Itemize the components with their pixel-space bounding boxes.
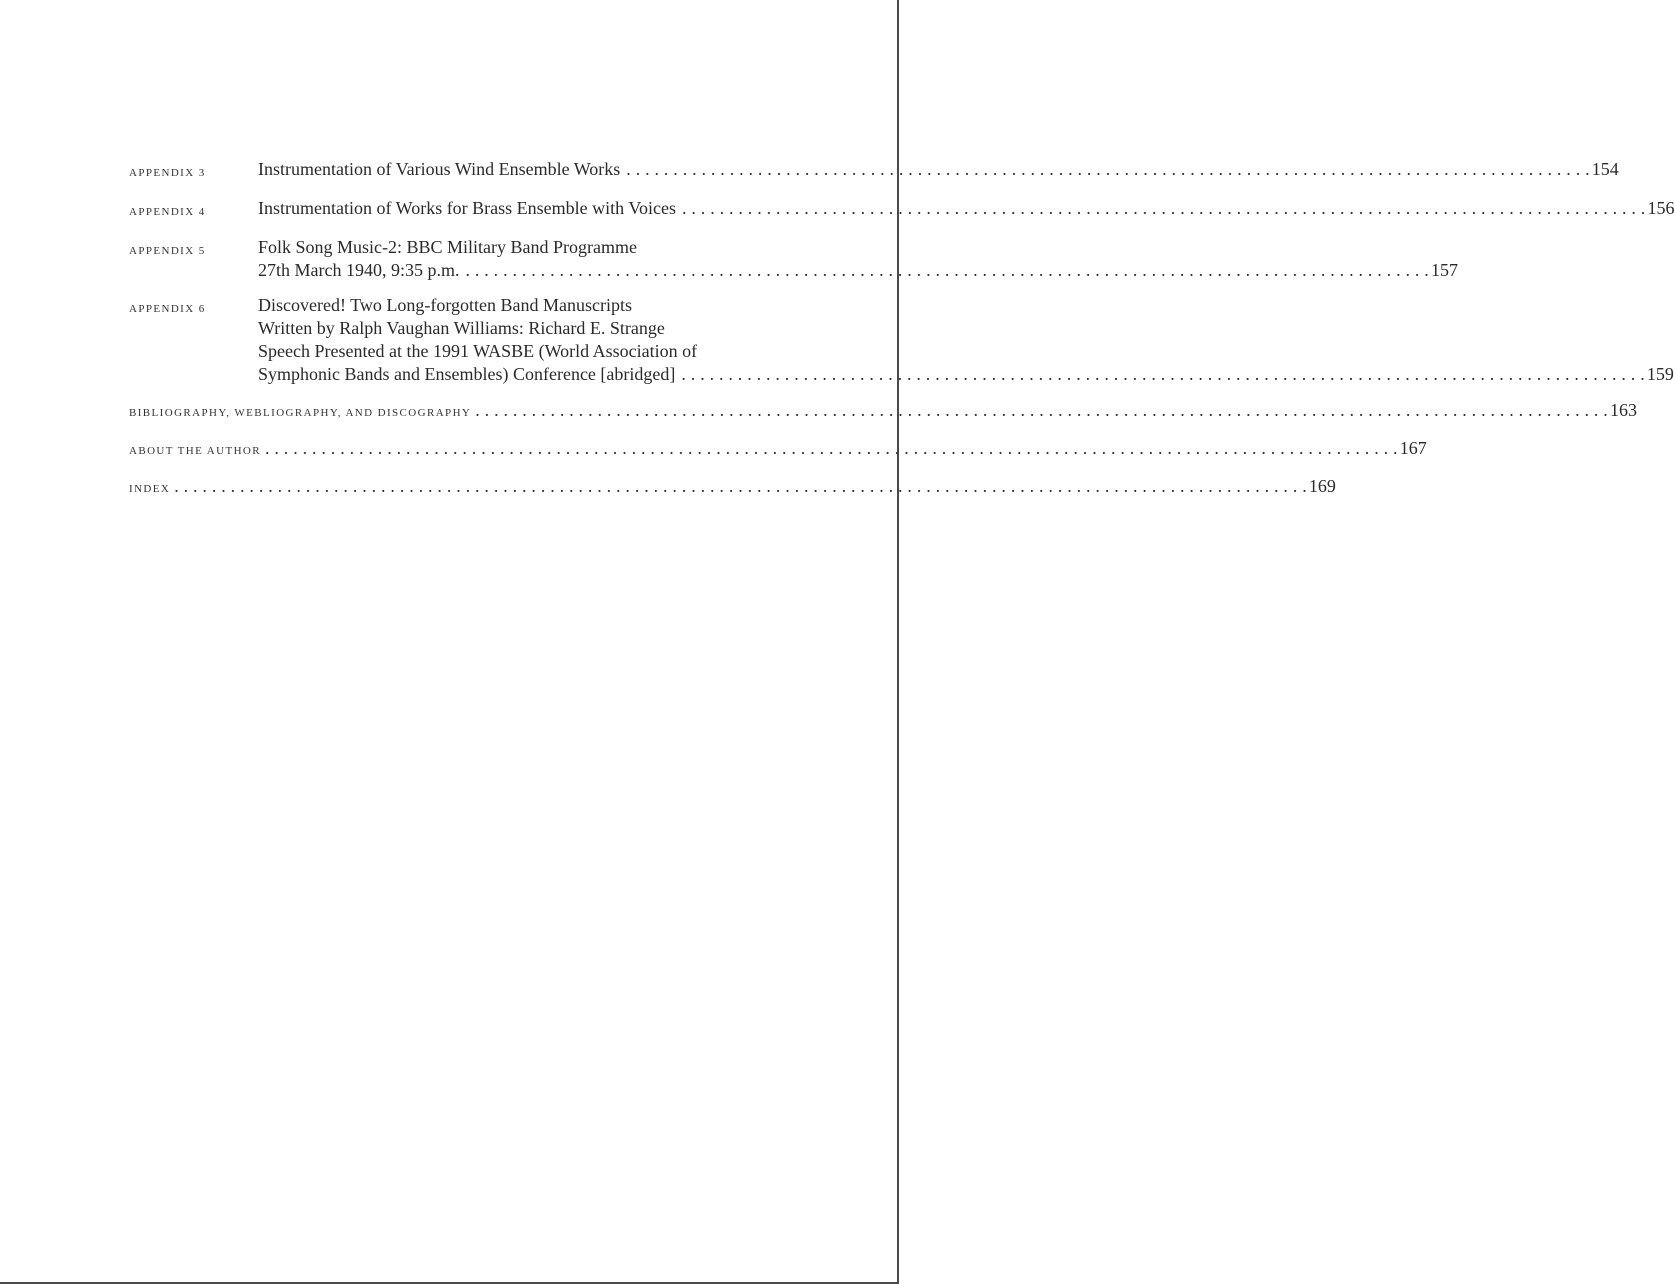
toc-entry-label: APPENDIX 5: [129, 245, 206, 257]
toc-entry-appendix-4[interactable]: [129, 197, 1675, 224]
toc-entry-page-number: 163: [1609, 400, 1637, 420]
toc-entry-page-number: 154: [1591, 159, 1619, 179]
toc-section-label: INDEX: [129, 483, 171, 495]
toc-entry-label: APPENDIX 3: [129, 167, 206, 179]
toc-entry-title-line: Instrumentation of Various Wind Ensemble Works: [258, 159, 621, 179]
toc-entry-title-line: Instrumentation of Works for Brass Ensemble with Voices: [258, 198, 676, 218]
toc-entry-page-number: 157: [1430, 260, 1458, 280]
toc-entry-title: [258, 236, 1458, 282]
toc-entry-title: [258, 197, 1675, 220]
toc-entry-page-number: 159: [1646, 364, 1674, 384]
toc-entry-bibliography[interactable]: [129, 399, 1637, 425]
toc-entry-title-line: Symphonic Bands and Ensembles) Conference [abridged]: [258, 364, 676, 384]
dot-leader: [465, 259, 1429, 282]
dot-leader: [681, 363, 1645, 386]
toc-entry-about-the-author[interactable]: [129, 437, 1427, 463]
toc-entry-label: APPENDIX 4: [129, 206, 206, 218]
toc-entry-page-number: 156: [1647, 198, 1675, 218]
dot-leader: [174, 475, 1307, 498]
toc-entry-title-line: Discovered! Two Long-forgotten Band Manuscripts: [258, 295, 633, 315]
toc-entry-appendix-5[interactable]: [129, 236, 1458, 282]
toc-entry-page-number: 169: [1308, 476, 1336, 496]
toc-entry-title: [258, 294, 1674, 386]
toc-entry-title-line: 27th March 1940, 9:35 p.m.: [258, 260, 460, 280]
dot-leader: [475, 399, 1608, 422]
toc-entry-page-number: 167: [1399, 438, 1427, 458]
dot-leader: [265, 437, 1398, 460]
toc-entry-title-line: Speech Presented at the 1991 WASBE (World Association of: [258, 341, 698, 361]
toc-entry-appendix-3[interactable]: [129, 158, 1619, 185]
table-of-contents: [129, 158, 1675, 501]
toc-section-label: BIBLIOGRAPHY, WEBLIOGRAPHY, AND DISCOGRAPHY: [129, 407, 472, 419]
toc-entry-title: [258, 158, 1619, 181]
toc-entry-index[interactable]: [129, 475, 1336, 501]
dot-leader: [682, 197, 1646, 220]
toc-entry-appendix-6[interactable]: [129, 294, 1674, 386]
toc-entry-title-line: Written by Ralph Vaughan Williams: Richard E. Strange: [258, 318, 665, 338]
toc-section-label: ABOUT THE AUTHOR: [129, 445, 261, 457]
toc-entry-label: APPENDIX 6: [129, 303, 206, 315]
toc-entry-title-line: Folk Song Music-2: BBC Military Band Programme: [258, 237, 638, 257]
dot-leader: [626, 158, 1590, 181]
